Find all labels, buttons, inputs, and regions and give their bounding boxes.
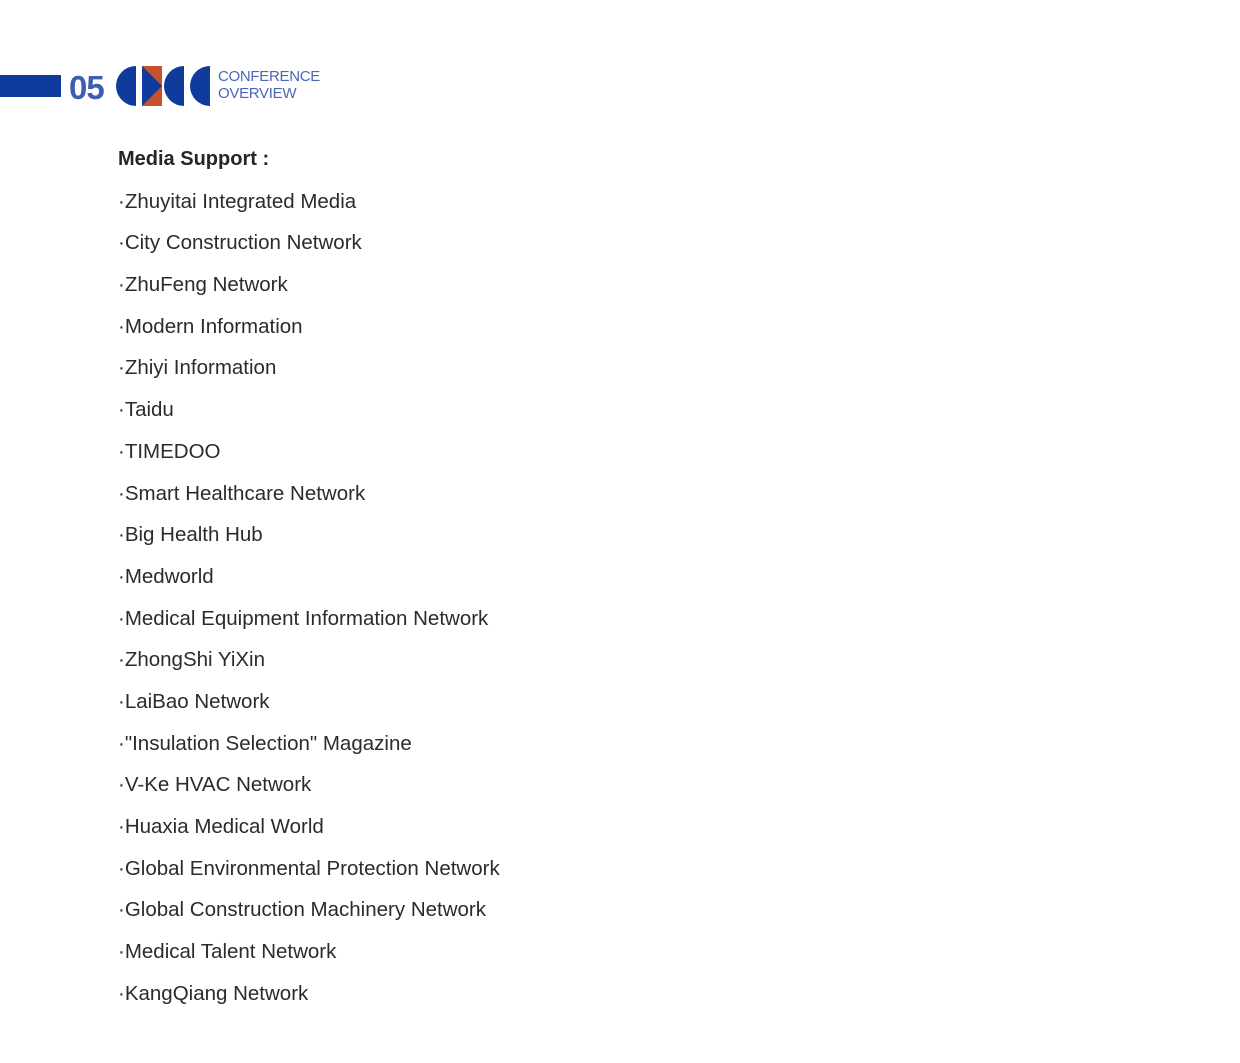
list-item: ·Big Health Hub xyxy=(118,523,263,547)
list-item: ·City Construction Network xyxy=(118,231,362,255)
section-title xyxy=(218,68,320,102)
list-item: ·Medworld xyxy=(118,564,214,588)
list-item: ·V-Ke HVAC Network xyxy=(118,773,312,797)
media-support-list xyxy=(118,188,818,1022)
list-item: ·Zhiyi Information xyxy=(118,356,277,380)
section-title-line2: OVERVIEW xyxy=(218,85,297,102)
list-item: ·"Insulation Selection" Magazine xyxy=(118,731,412,755)
list-item: ·LaiBao Network xyxy=(118,689,270,713)
list-item: ·Global Construction Machinery Network xyxy=(118,898,486,922)
media-support-section xyxy=(118,146,818,1021)
list-item: ·TIMEDOO xyxy=(118,439,221,463)
list-item: ·ZhuFeng Network xyxy=(118,273,288,297)
list-item: ·Medical Talent Network xyxy=(118,940,337,964)
section-title-line1: CONFERENCE xyxy=(218,68,321,85)
list-item: ·Global Environmental Protection Network xyxy=(118,856,500,880)
list-item: ·Smart Healthcare Network xyxy=(118,481,366,505)
list-item: ·Zhuyitai Integrated Media xyxy=(118,189,357,213)
list-item: ·KangQiang Network xyxy=(118,981,309,1005)
list-item: ·Medical Equipment Information Network xyxy=(118,606,489,630)
section-number: 05 xyxy=(69,69,104,106)
list-item: ·ZhongShi YiXin xyxy=(118,648,266,672)
list-item: ·Taidu xyxy=(118,398,174,422)
header-accent-bar xyxy=(0,75,61,97)
conference-logo-icon xyxy=(116,66,212,106)
list-item: ·Huaxia Medical World xyxy=(118,815,324,838)
section-header xyxy=(0,66,400,108)
media-support-heading: Media Support : xyxy=(118,148,270,170)
list-item: ·Modern Information xyxy=(118,314,303,338)
